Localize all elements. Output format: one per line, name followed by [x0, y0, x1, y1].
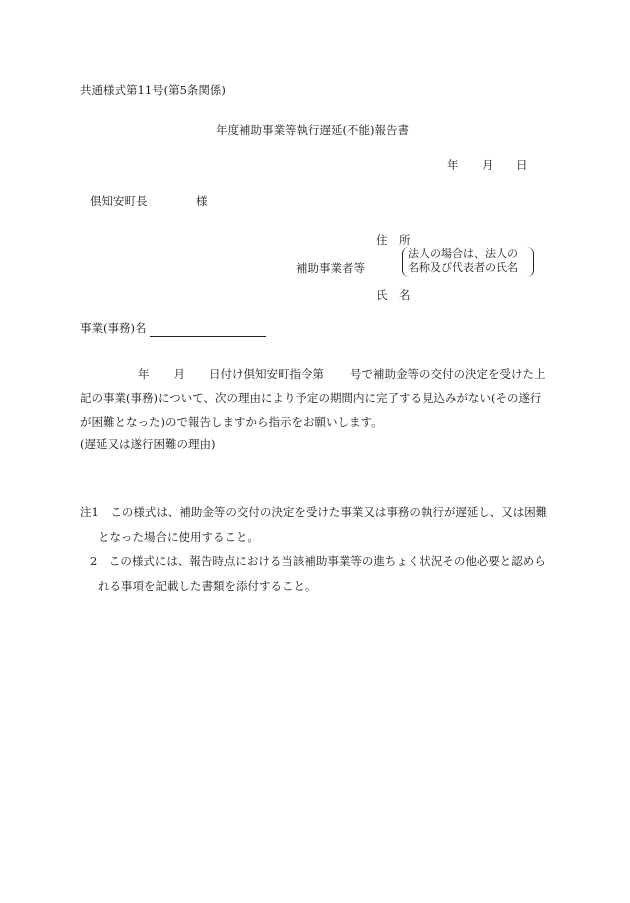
form-id: 共通様式第11号(第5条関係)	[80, 83, 226, 97]
date-year: 年	[447, 158, 459, 172]
body-line1-mid: 日付け倶知安町指令第	[209, 367, 324, 381]
note-1-line-1: 注1 この様式は、補助金等の交付の決定を受けた事業又は事務の執行が遅延し、又は困難	[80, 505, 548, 519]
body-line-2: 記の事業(事務)について、次の理由により予定の期間内に完了する見込みがない(その遂行	[80, 391, 542, 405]
applicant-label: 補助事業者等	[296, 261, 365, 275]
project-name-underline	[150, 336, 266, 337]
corporation-note	[402, 247, 534, 277]
addressee-honorific: 様	[196, 194, 208, 208]
reason-label: (遅延又は遂行困難の理由)	[80, 437, 216, 451]
note-2-line-2: れる事項を記載した書類を添付すること。	[98, 579, 317, 593]
addressee-name: 倶知安町長	[90, 194, 148, 208]
project-name-label: 事業(事務)名	[80, 321, 147, 335]
note-2-line-1: 2 この様式には、報告時点における当該補助事業等の進ちょく状況その他必要と認めら	[90, 554, 546, 568]
date-month: 月	[482, 158, 494, 172]
name-label: 氏 名	[376, 288, 411, 302]
document-title: 年度補助事業等執行遅延(不能)報告書	[216, 123, 409, 137]
body-line-3: が困難となった)ので報告しますから指示をお願いします。	[80, 415, 383, 429]
address-label: 住 所	[376, 233, 411, 247]
body-month: 月	[173, 367, 185, 381]
body-line1-end: 号で補助金等の交付の決定を受けた上	[350, 367, 546, 381]
body-year: 年	[138, 367, 150, 381]
corporation-note-line1: 法人の場合は、法人の	[408, 247, 518, 260]
body-line-1	[80, 366, 546, 382]
date-day: 日	[516, 158, 528, 172]
note-1-line-2: となった場合に使用すること。	[98, 530, 259, 544]
corporation-note-line2: 名称及び代表者の氏名	[408, 261, 518, 274]
